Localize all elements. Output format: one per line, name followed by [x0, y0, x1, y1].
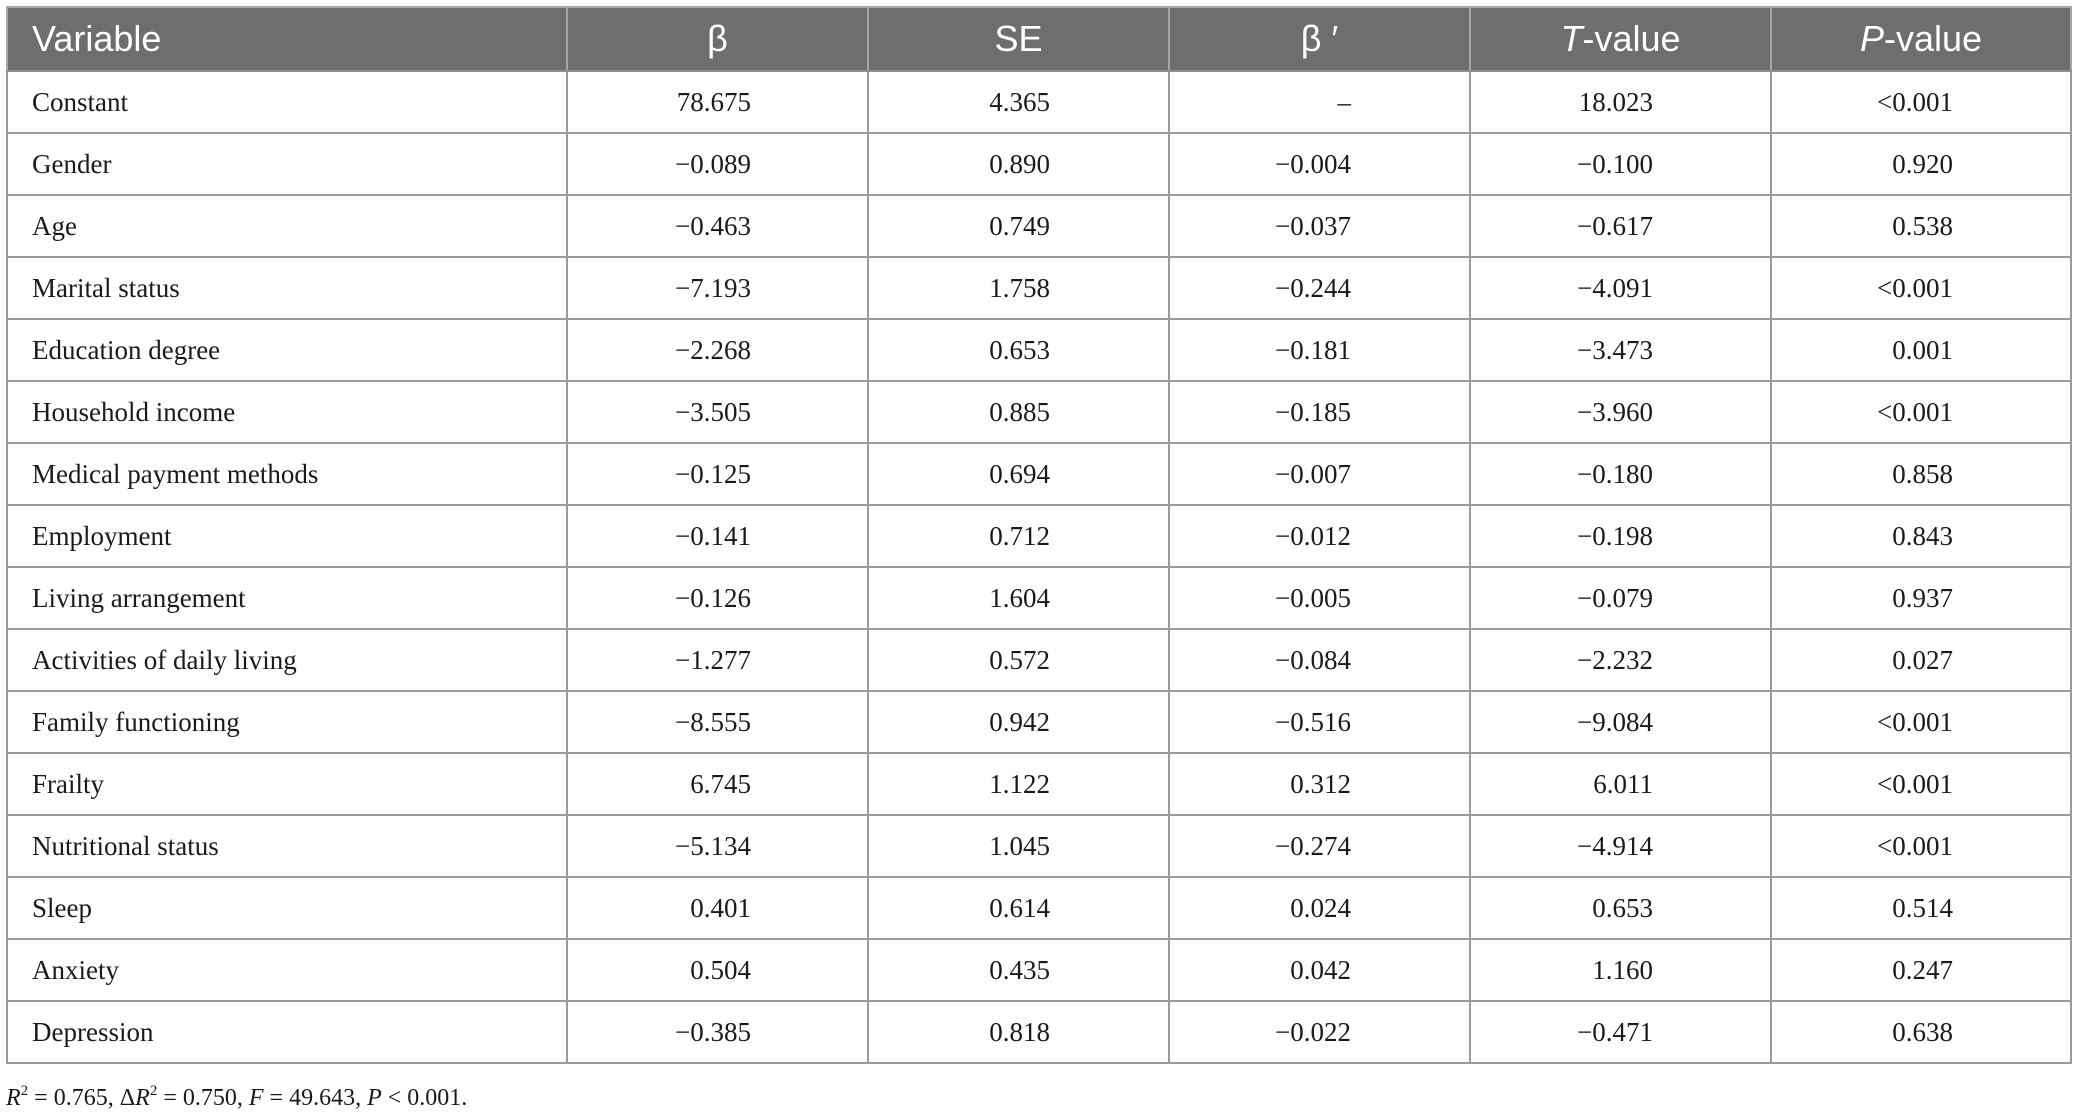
cell-beta-value: −7.193	[675, 272, 751, 303]
cell-t-value-value: −3.960	[1577, 396, 1653, 427]
cell-se-value: 0.712	[989, 520, 1050, 551]
cell-p-value-value: <0.001	[1877, 830, 1953, 861]
cell-beta	[567, 753, 868, 815]
cell-se-value: 0.614	[989, 892, 1050, 923]
footnote-f-value: = 49.643,	[263, 1085, 368, 1111]
cell-beta-standardized	[1169, 71, 1470, 133]
cell-beta-standardized-value: −0.005	[1275, 582, 1351, 613]
cell-p-value-value: 0.843	[1892, 520, 1953, 551]
cell-p-value-value: 0.858	[1892, 458, 1953, 489]
table-row	[7, 71, 2071, 133]
cell-t-value	[1470, 753, 1771, 815]
header-t-suffix: -value	[1582, 18, 1681, 59]
cell-p-value-value: 0.514	[1892, 892, 1953, 923]
cell-p-value-value: 0.247	[1892, 954, 1953, 985]
footnote-dr2-prefix: Δ	[119, 1085, 136, 1111]
cell-se-value: 1.758	[989, 272, 1050, 303]
cell-variable: Constant	[7, 71, 567, 133]
cell-beta-standardized	[1169, 629, 1470, 691]
cell-p-value-value: <0.001	[1877, 272, 1953, 303]
cell-se-value: 0.572	[989, 644, 1050, 675]
regression-table-container	[6, 6, 2070, 1064]
cell-beta-standardized	[1169, 195, 1470, 257]
header-se: SE	[868, 7, 1169, 71]
cell-beta-value: −3.505	[675, 396, 751, 427]
cell-beta	[567, 319, 868, 381]
table-header	[7, 7, 2071, 71]
cell-variable: Household income	[7, 381, 567, 443]
cell-variable: Employment	[7, 505, 567, 567]
header-p-italic: P	[1859, 18, 1884, 59]
cell-t-value	[1470, 505, 1771, 567]
cell-variable: Education degree	[7, 319, 567, 381]
cell-beta-standardized	[1169, 505, 1470, 567]
cell-variable: Living arrangement	[7, 567, 567, 629]
cell-p-value	[1771, 567, 2071, 629]
cell-beta	[567, 877, 868, 939]
cell-t-value-value: 0.653	[1592, 892, 1653, 923]
cell-variable: Depression	[7, 1001, 567, 1063]
cell-p-value	[1771, 443, 2071, 505]
regression-table	[6, 6, 2072, 1064]
cell-p-value	[1771, 381, 2071, 443]
cell-se	[868, 133, 1169, 195]
cell-t-value-value: 18.023	[1578, 86, 1653, 117]
cell-se-value: 1.604	[989, 582, 1050, 613]
cell-t-value-value: 1.160	[1592, 954, 1653, 985]
cell-se	[868, 71, 1169, 133]
cell-beta	[567, 939, 868, 1001]
cell-se	[868, 939, 1169, 1001]
cell-p-value	[1771, 877, 2071, 939]
cell-variable: Family functioning	[7, 691, 567, 753]
cell-beta-standardized-value: −0.004	[1275, 148, 1351, 179]
cell-t-value	[1470, 939, 1771, 1001]
table-row	[7, 505, 2071, 567]
footnote-r2-sup: 2	[20, 1083, 29, 1099]
cell-se-value: 0.885	[989, 396, 1050, 427]
cell-t-value	[1470, 71, 1771, 133]
cell-beta-value: −2.268	[675, 334, 751, 365]
cell-beta-standardized	[1169, 939, 1470, 1001]
cell-variable: Gender	[7, 133, 567, 195]
cell-beta-value: −0.463	[675, 210, 751, 241]
cell-t-value-value: −9.084	[1577, 706, 1653, 737]
cell-variable: Age	[7, 195, 567, 257]
table-body	[7, 71, 2071, 1063]
table-row	[7, 1001, 2071, 1063]
cell-beta-standardized	[1169, 257, 1470, 319]
cell-t-value-value: −0.198	[1577, 520, 1653, 551]
table-row	[7, 133, 2071, 195]
cell-p-value-value: <0.001	[1877, 86, 1953, 117]
cell-t-value	[1470, 257, 1771, 319]
cell-beta	[567, 629, 868, 691]
cell-beta	[567, 443, 868, 505]
cell-se-value: 0.890	[989, 148, 1050, 179]
cell-se	[868, 257, 1169, 319]
cell-p-value-value: 0.538	[1892, 210, 1953, 241]
cell-beta-standardized	[1169, 381, 1470, 443]
table-row	[7, 753, 2071, 815]
cell-t-value-value: −3.473	[1577, 334, 1653, 365]
cell-beta	[567, 133, 868, 195]
cell-beta-value: −0.125	[675, 458, 751, 489]
cell-beta-standardized-value: −0.037	[1275, 210, 1351, 241]
cell-beta	[567, 815, 868, 877]
table-row	[7, 319, 2071, 381]
cell-p-value	[1771, 691, 2071, 753]
cell-p-value-value: 0.937	[1892, 582, 1953, 613]
cell-beta-standardized	[1169, 133, 1470, 195]
cell-beta-standardized-value: 0.024	[1290, 892, 1351, 923]
cell-beta-standardized	[1169, 753, 1470, 815]
footnote-f-label: F	[248, 1085, 264, 1111]
cell-beta-standardized-value: −0.185	[1275, 396, 1351, 427]
cell-t-value	[1470, 381, 1771, 443]
cell-variable: Medical payment methods	[7, 443, 567, 505]
cell-beta-value: −0.089	[675, 148, 751, 179]
cell-beta-standardized-value: −0.012	[1275, 520, 1351, 551]
cell-se-value: 1.122	[989, 768, 1050, 799]
table-row	[7, 381, 2071, 443]
table-row	[7, 939, 2071, 1001]
cell-p-value	[1771, 753, 2071, 815]
cell-t-value	[1470, 629, 1771, 691]
footnote-dr2-value: = 0.750,	[157, 1085, 249, 1111]
cell-beta-standardized-value: −0.007	[1275, 458, 1351, 489]
table-footnote	[6, 1085, 467, 1112]
cell-t-value-value: −0.079	[1577, 582, 1653, 613]
cell-se	[868, 753, 1169, 815]
table-row	[7, 195, 2071, 257]
cell-t-value-value: −0.100	[1577, 148, 1653, 179]
cell-beta-standardized	[1169, 319, 1470, 381]
cell-beta-value: −8.555	[675, 706, 751, 737]
cell-beta-value: −5.134	[675, 830, 751, 861]
cell-t-value	[1470, 443, 1771, 505]
cell-se	[868, 691, 1169, 753]
cell-t-value	[1470, 567, 1771, 629]
cell-p-value-value: 0.920	[1892, 148, 1953, 179]
header-t-value	[1470, 7, 1771, 71]
table-row	[7, 567, 2071, 629]
header-beta-standardized: β ′	[1169, 7, 1470, 71]
cell-t-value	[1470, 1001, 1771, 1063]
cell-beta-standardized	[1169, 691, 1470, 753]
cell-se	[868, 877, 1169, 939]
cell-beta-value: −0.385	[675, 1016, 751, 1047]
cell-beta	[567, 195, 868, 257]
cell-variable: Activities of daily living	[7, 629, 567, 691]
cell-variable: Sleep	[7, 877, 567, 939]
cell-se-value: 4.365	[989, 86, 1050, 117]
footnote-dr2-sup: 2	[149, 1083, 158, 1099]
cell-se-value: 0.694	[989, 458, 1050, 489]
cell-t-value-value: −0.180	[1577, 458, 1653, 489]
cell-t-value-value: 6.011	[1593, 768, 1653, 799]
cell-beta-value: 0.504	[690, 954, 751, 985]
cell-p-value-value: <0.001	[1877, 706, 1953, 737]
cell-se	[868, 195, 1169, 257]
cell-beta-standardized-value: –	[1337, 86, 1351, 117]
cell-t-value-value: −2.232	[1577, 644, 1653, 675]
cell-beta-standardized	[1169, 443, 1470, 505]
cell-p-value	[1771, 939, 2071, 1001]
cell-p-value-value: <0.001	[1877, 768, 1953, 799]
cell-beta-standardized-value: −0.084	[1275, 644, 1351, 675]
cell-se	[868, 319, 1169, 381]
footnote-p-label: P	[367, 1085, 382, 1111]
cell-variable: Anxiety	[7, 939, 567, 1001]
cell-p-value	[1771, 257, 2071, 319]
cell-se-value: 0.435	[989, 954, 1050, 985]
cell-t-value-value: −4.914	[1577, 830, 1653, 861]
header-t-italic: T	[1560, 18, 1583, 59]
table-row	[7, 257, 2071, 319]
table-row	[7, 443, 2071, 505]
table-row	[7, 815, 2071, 877]
cell-se-value: 0.749	[989, 210, 1050, 241]
cell-se-value: 0.653	[989, 334, 1050, 365]
cell-beta-standardized	[1169, 1001, 1470, 1063]
header-beta: β	[567, 7, 868, 71]
cell-beta-standardized-value: 0.042	[1290, 954, 1351, 985]
cell-beta-value: −0.126	[675, 582, 751, 613]
cell-t-value	[1470, 195, 1771, 257]
table-row	[7, 691, 2071, 753]
footnote-r2-value: = 0.765,	[28, 1085, 120, 1111]
cell-beta	[567, 505, 868, 567]
cell-se-value: 1.045	[989, 830, 1050, 861]
cell-t-value-value: −0.471	[1577, 1016, 1653, 1047]
cell-se	[868, 629, 1169, 691]
table-row	[7, 877, 2071, 939]
cell-se	[868, 443, 1169, 505]
cell-beta-standardized	[1169, 567, 1470, 629]
cell-beta-standardized	[1169, 815, 1470, 877]
header-row	[7, 7, 2071, 71]
cell-p-value	[1771, 133, 2071, 195]
cell-beta	[567, 691, 868, 753]
cell-se	[868, 567, 1169, 629]
cell-p-value-value: <0.001	[1877, 396, 1953, 427]
cell-se-value: 0.818	[989, 1016, 1050, 1047]
header-variable: Variable	[7, 7, 567, 71]
cell-variable: Frailty	[7, 753, 567, 815]
cell-beta	[567, 1001, 868, 1063]
cell-t-value-value: −4.091	[1577, 272, 1653, 303]
cell-beta-standardized-value: −0.181	[1275, 334, 1351, 365]
cell-beta-standardized	[1169, 877, 1470, 939]
cell-t-value-value: −0.617	[1577, 210, 1653, 241]
cell-beta	[567, 257, 868, 319]
cell-se	[868, 1001, 1169, 1063]
cell-variable: Marital status	[7, 257, 567, 319]
cell-p-value-value: 0.638	[1892, 1016, 1953, 1047]
cell-p-value	[1771, 629, 2071, 691]
cell-t-value	[1470, 877, 1771, 939]
cell-beta	[567, 567, 868, 629]
cell-se	[868, 381, 1169, 443]
footnote-dr2-label: R	[135, 1085, 150, 1111]
cell-beta-standardized-value: −0.244	[1275, 272, 1351, 303]
cell-se	[868, 505, 1169, 567]
cell-p-value	[1771, 71, 2071, 133]
cell-p-value	[1771, 815, 2071, 877]
cell-beta-standardized-value: −0.274	[1275, 830, 1351, 861]
cell-p-value	[1771, 1001, 2071, 1063]
cell-p-value-value: 0.027	[1892, 644, 1953, 675]
cell-beta-value: 78.675	[676, 86, 751, 117]
cell-beta-value: −0.141	[675, 520, 751, 551]
table-row	[7, 629, 2071, 691]
cell-beta-standardized-value: −0.516	[1275, 706, 1351, 737]
cell-p-value	[1771, 319, 2071, 381]
cell-beta-standardized-value: 0.312	[1290, 768, 1351, 799]
cell-beta	[567, 71, 868, 133]
cell-beta	[567, 381, 868, 443]
cell-t-value	[1470, 319, 1771, 381]
cell-t-value	[1470, 815, 1771, 877]
cell-se	[868, 815, 1169, 877]
footnote-p-value: < 0.001.	[381, 1085, 468, 1111]
cell-p-value	[1771, 195, 2071, 257]
header-p-suffix: -value	[1883, 18, 1983, 59]
cell-beta-value: 0.401	[690, 892, 751, 923]
cell-p-value-value: 0.001	[1892, 334, 1953, 365]
cell-variable: Nutritional status	[7, 815, 567, 877]
cell-beta-value: −1.277	[675, 644, 751, 675]
cell-se-value: 0.942	[989, 706, 1050, 737]
cell-beta-standardized-value: −0.022	[1275, 1016, 1351, 1047]
cell-t-value	[1470, 133, 1771, 195]
cell-t-value	[1470, 691, 1771, 753]
cell-p-value	[1771, 505, 2071, 567]
cell-beta-value: 6.745	[690, 768, 751, 799]
header-p-value	[1771, 7, 2071, 71]
footnote-r2-label: R	[6, 1085, 21, 1111]
